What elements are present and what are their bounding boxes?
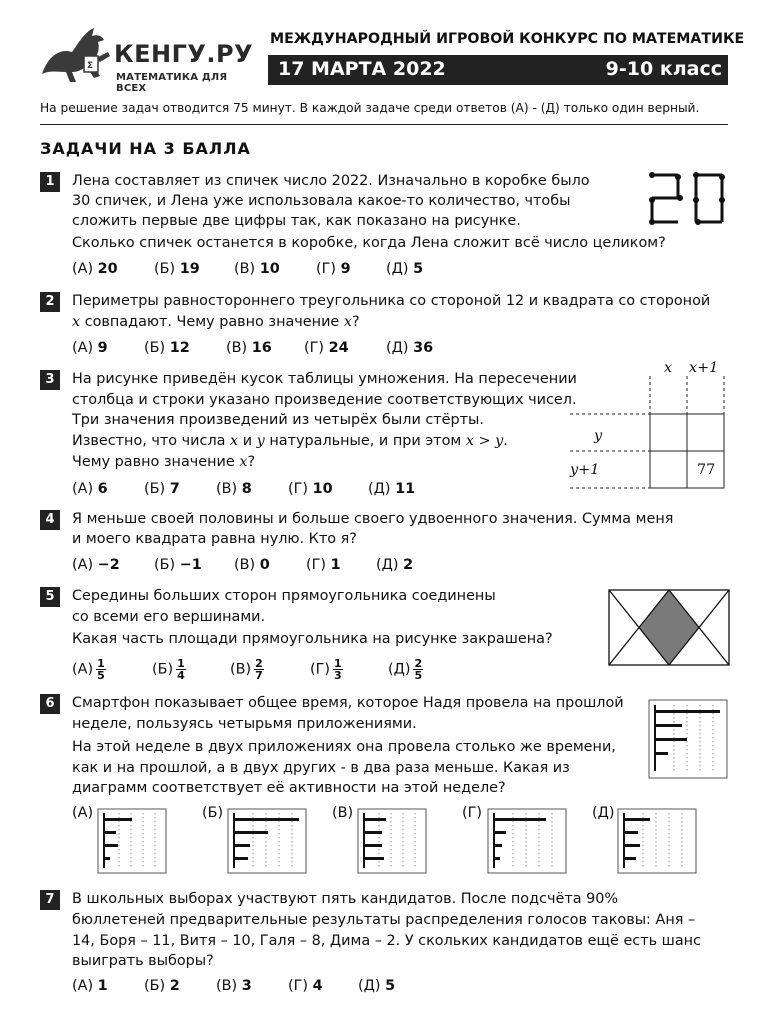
problem-5-number: 5 [40,587,60,607]
brand-subtitle: МАТЕМАТИКА ДЛЯ ВСЕХ [116,72,228,94]
grade-label: 9-10 класс [605,58,722,80]
problem-1-option-b[interactable]: (Б) 19 [154,261,200,277]
problem-4-option-e[interactable]: (Д) 2 [376,557,414,573]
problem-5-option-a[interactable]: (А) $\frac{1}{5}$ [72,657,105,682]
problem-3-option-d[interactable]: (Г) 10 [288,481,333,497]
brand-name: КЕНГУ.РУ [114,40,254,68]
problem-6-option-c-label[interactable]: (В) [332,805,354,821]
problem-6-text: На этой неделе в двух приложениях она провела столько же времени, [72,739,616,755]
problem-7-text: бюллетеней предварительные результаты распределения голосов таковы: Аня – [72,912,696,928]
problem-4-text: и моего квадрата равна нулю. Кто я? [72,531,357,547]
problem-6-option-a-diagram[interactable] [97,808,167,874]
problem-2-text: Периметры равностороннего треугольника со стороной 12 и квадрата со стороной [72,293,711,309]
table-cell-value: 77 [697,462,716,478]
problem-2-option-d[interactable]: (Г) 24 [304,340,349,356]
problem-3-text: столбца и строки указано произведение соответствующих чисел. [72,392,577,408]
problem-6-option-d-diagram[interactable] [487,808,567,874]
problem-7-number: 7 [40,890,60,910]
problem-6-text: неделе, пользуясь четырьмя приложениями. [72,716,417,732]
problem-1-option-e[interactable]: (Д) 5 [386,261,424,277]
section-title: ЗАДАЧИ НА 3 БАЛЛА [40,139,251,158]
problem-1-option-a[interactable]: (А) 20 [72,261,118,277]
problem-1-text: сложить первые две цифры так, как показано на рисунке. [72,213,521,229]
problem-5-text: со всеми его вершинами. [72,609,266,625]
problem-7-text: В школьных выборах участвуют пять кандидатов. После подсчёта 90% [72,891,619,907]
problem-3-option-e[interactable]: (Д) 11 [368,481,416,497]
problem-5-text: Середины больших сторон прямоугольника соединены [72,588,496,604]
problem-2-option-a[interactable]: (А) 9 [72,340,108,356]
problem-3-option-c[interactable]: (В) 8 [216,481,252,497]
contest-title: МЕЖДУНАРОДНЫЙ ИГРОВОЙ КОНКУРС ПО МАТЕМАТИКЕ [270,31,745,47]
table-col-x-label: x [664,360,673,376]
problem-4-option-a[interactable]: (А) −2 [72,557,120,573]
divider [40,124,728,125]
problem-5-text: Какая часть площади прямоугольника на рисунке закрашена? [72,631,553,647]
table-row-y1-label: y+1 [570,462,600,478]
problem-4-option-c[interactable]: (В) 0 [234,557,270,573]
problem-7-option-c[interactable]: (В) 3 [216,978,252,994]
problem-2-text: x совпадают. Чему равно значение x? [72,314,360,330]
problem-3-text: Три значения произведений из четырёх были стёрты. [72,412,484,428]
problem-1-text: 30 спичек, и Лена уже использовала какое-то количество, чтобы [72,193,571,209]
problem-3-option-b[interactable]: (Б) 7 [144,481,180,497]
problem-2-option-b[interactable]: (Б) 12 [144,340,190,356]
problem-6-option-a-label[interactable]: (А) [72,805,94,821]
problem-6-text: диаграмм соответствует её активности на этой неделе? [72,780,506,796]
intro-text: На решение задач отводится 75 минут. В каждой задаче среди ответов (А) - (Д) только один верный. [40,101,700,115]
problem-1-text: Сколько спичек останется в коробке, когда Лена сложит всё число целиком? [72,235,666,251]
problem-3-text: На рисунке приведён кусок таблицы умножения. На пересечении [72,371,577,387]
problem-4-number: 4 [40,510,60,530]
problem-6-option-e-diagram[interactable] [617,808,697,874]
last-week-bar-diagram [648,699,728,779]
matchstick-figure [640,170,730,230]
problem-6-number: 6 [40,694,60,714]
problem-7-option-d[interactable]: (Г) 4 [288,978,323,994]
logo [38,26,260,94]
table-col-x1-label: x+1 [689,360,719,376]
problem-7-option-e[interactable]: (Д) 5 [358,978,396,994]
problem-3-number: 3 [40,370,60,390]
problem-6-option-b-diagram[interactable] [227,808,307,874]
problem-3-option-a[interactable]: (А) 6 [72,481,108,497]
problem-3-text: Чему равно значение x? [72,454,256,470]
problem-5-option-b[interactable]: (Б) $\frac{1}{4}$ [152,657,185,682]
problem-6-option-b-label[interactable]: (Б) [202,805,224,821]
problem-2-option-e[interactable]: (Д) 36 [386,340,434,356]
svg-text:Σ: Σ [87,61,94,71]
problem-4-text: Я меньше своей половины и больше своего удвоенного значения. Сумма меня [72,511,674,527]
problem-6-text: как и на прошлой, а в двух других - в два раза меньше. Какая из [72,760,570,776]
kangaroo-logo-icon [38,26,112,86]
problem-6-option-d-label[interactable]: (Г) [462,805,483,821]
problem-2-number: 2 [40,292,60,312]
problem-7-option-a[interactable]: (А) 1 [72,978,108,994]
problem-4-option-b[interactable]: (Б) −1 [154,557,202,573]
problem-6-option-c-diagram[interactable] [357,808,427,874]
problem-1-option-d[interactable]: (Г) 9 [316,261,351,277]
problem-5-option-c[interactable]: (В) $\frac{2}{7}$ [230,657,263,682]
problem-7-text: выиграть выборы? [72,953,214,969]
problem-3-text: Известно, что числа x и y натуральные, и при этом x > y. [72,433,508,449]
table-row-y-label: y [594,428,603,444]
problem-1-text: Лена составляет из спичек число 2022. Изначально в коробке было [72,173,590,189]
header [0,0,768,100]
problem-7-text: 14, Боря – 11, Витя – 10, Галя – 8, Дима – 2. У скольких кандидатов ещё есть шанс [72,933,701,949]
problem-5-option-d[interactable]: (Г) $\frac{1}{3}$ [310,657,342,682]
problem-2-option-c[interactable]: (В) 16 [226,340,272,356]
problem-6-text: Смартфон показывает общее время, которое Надя провела на прошлой [72,695,624,711]
problem-7-option-b[interactable]: (Б) 2 [144,978,180,994]
problem-6-option-e-label[interactable]: (Д) [592,805,615,821]
problem-5-option-e[interactable]: (Д) $\frac{2}{5}$ [388,657,423,682]
problem-1-number: 1 [40,172,60,192]
rectangle-figure [608,589,730,667]
contest-date: 17 МАРТА 2022 [278,58,446,80]
problem-1-option-c[interactable]: (В) 10 [234,261,280,277]
problem-4-option-d[interactable]: (Г) 1 [306,557,341,573]
date-bar [268,55,728,85]
